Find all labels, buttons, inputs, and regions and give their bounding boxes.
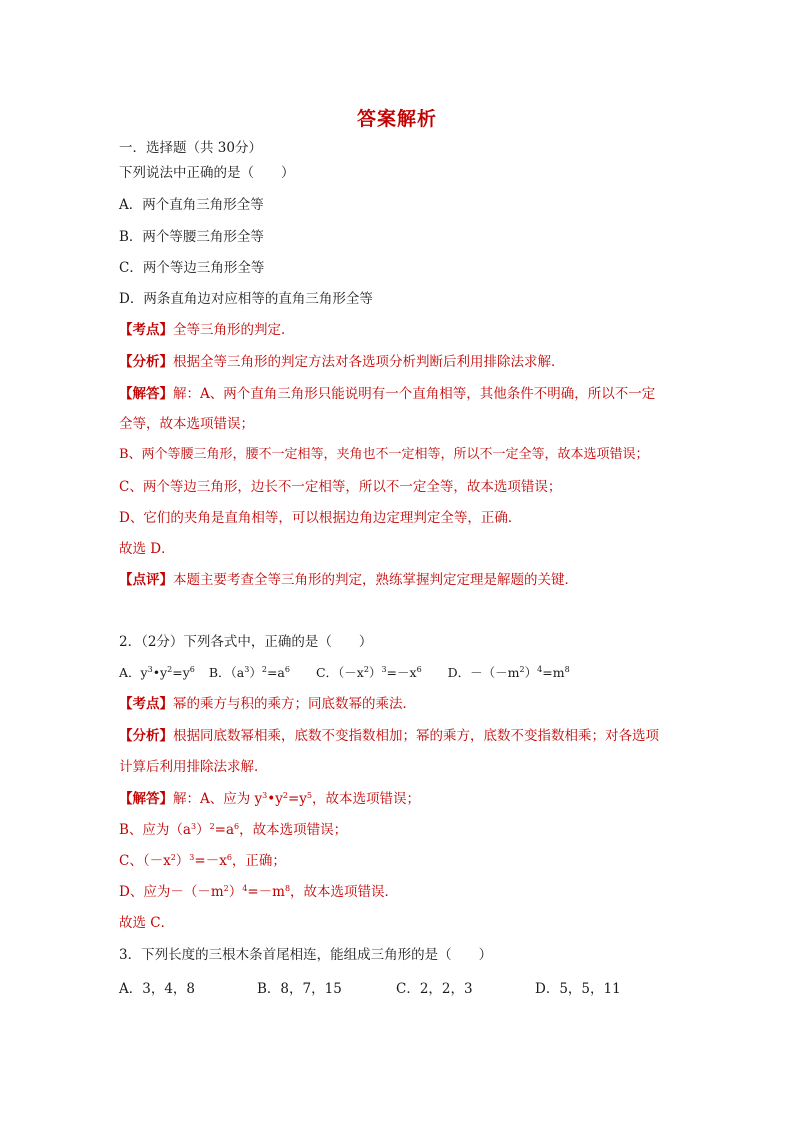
dianping-tag: 【点评】	[119, 572, 173, 588]
q2-fenxi-line1	[119, 726, 659, 746]
q2-option-b: B．$(a^3)^2=a^6$	[208, 665, 290, 680]
q2-option-a: A．$y^3•y^2=y^6$	[119, 665, 195, 680]
q2-kaodian	[119, 694, 416, 714]
q2-jieda-b: B、应为$(a^3)^2=a^6$，故本选项错误；	[119, 822, 348, 838]
jieda-tag: 【解答】	[119, 791, 173, 807]
q1-stem: 下列说法中正确的是（ ）	[119, 165, 295, 181]
q2-jieda-a: 【解答】解：A、应为 $y^3•y^2=y^5$，故本选项错误；	[119, 791, 420, 807]
dianping-text: 本题主要考查全等三角形的判定，熟练掌握判定定理是解题的关键．	[173, 572, 578, 588]
fenxi-text: 根据同底数幂相乘，底数不变指数相加；幂的乘方，底数不变指数相乘；对各选项	[173, 728, 659, 744]
kaodian-text: 幂的乘方与积的乘方；同底数幂的乘法．	[173, 696, 416, 712]
q2-option-c: C．$(-x^2)^3=-x^6$	[315, 665, 422, 680]
q1-option-c: C．两个等边三角形全等	[119, 260, 265, 276]
q2-guxuan: 故选 C．	[119, 915, 175, 931]
q1-option-b: B．两个等腰三角形全等	[119, 229, 264, 245]
jieda-text: 解：A、两个直角三角形只能说明有一个直角相等，其他条件不明确，所以不一定	[173, 386, 656, 402]
q2-jieda-c: C、$(-x^2)^3=-x^6$，正确；	[119, 853, 286, 869]
q2-option-d: D．$-(-m^2)^4=m^8$	[447, 665, 570, 680]
fenxi-tag: 【分析】	[119, 728, 173, 744]
q3-option-c: C．2，2，3	[396, 981, 473, 997]
section-header: 一．选择题（共 30分）	[119, 140, 262, 156]
q3-options	[119, 979, 621, 999]
q1-option-a: A．两个直角三角形全等	[119, 197, 264, 213]
q3-option-b: B．8，7，15	[257, 981, 342, 997]
q3-option-a: A．3，4，8	[119, 981, 196, 997]
q1-fenxi	[119, 352, 565, 372]
q2-options	[119, 663, 570, 683]
q2-stem: 2．（2分）下列各式中，正确的是（ ）	[119, 634, 373, 650]
kaodian-tag: 【考点】	[119, 696, 173, 712]
q1-jieda-line1	[119, 384, 655, 404]
q1-guxuan: 故选 D．	[119, 541, 175, 557]
q1-jieda-c: C、两个等边三角形，边长不一定相等，所以不一定全等，故本选项错误；	[119, 479, 562, 495]
q3-option-d: D．5，5，11	[535, 981, 621, 997]
fenxi-text: 根据全等三角形的判定方法对各选项分析判断后利用排除法求解．	[173, 354, 565, 370]
kaodian-tag: 【考点】	[119, 322, 173, 338]
q1-dianping	[119, 570, 578, 590]
q2-jieda-d: D、应为$-(-m^2)^4=-m^8$，故本选项错误．	[119, 884, 399, 900]
jieda-tag: 【解答】	[119, 386, 173, 402]
page-title: 答案解析	[356, 108, 437, 130]
fenxi-tag: 【分析】	[119, 354, 173, 370]
q1-jieda-line2: 全等，故本选项错误；	[119, 416, 254, 432]
q1-jieda-b: B、两个等腰三角形，腰不一定相等，夹角也不一定相等，所以不一定全等，故本选项错误；	[119, 447, 649, 462]
q3-stem: 3．下列长度的三根木条首尾相连，能组成三角形的是（ ）	[119, 947, 493, 963]
q2-fenxi-line2: 计算后利用排除法求解．	[119, 759, 268, 775]
q1-jieda-d: D、它们的夹角是直角相等，可以根据边角边定理判定全等，正确．	[119, 510, 522, 526]
q1-option-d: D．两条直角边对应相等的直角三角形全等	[119, 291, 373, 307]
q1-kaodian	[119, 320, 295, 340]
kaodian-text: 全等三角形的判定．	[173, 322, 295, 338]
